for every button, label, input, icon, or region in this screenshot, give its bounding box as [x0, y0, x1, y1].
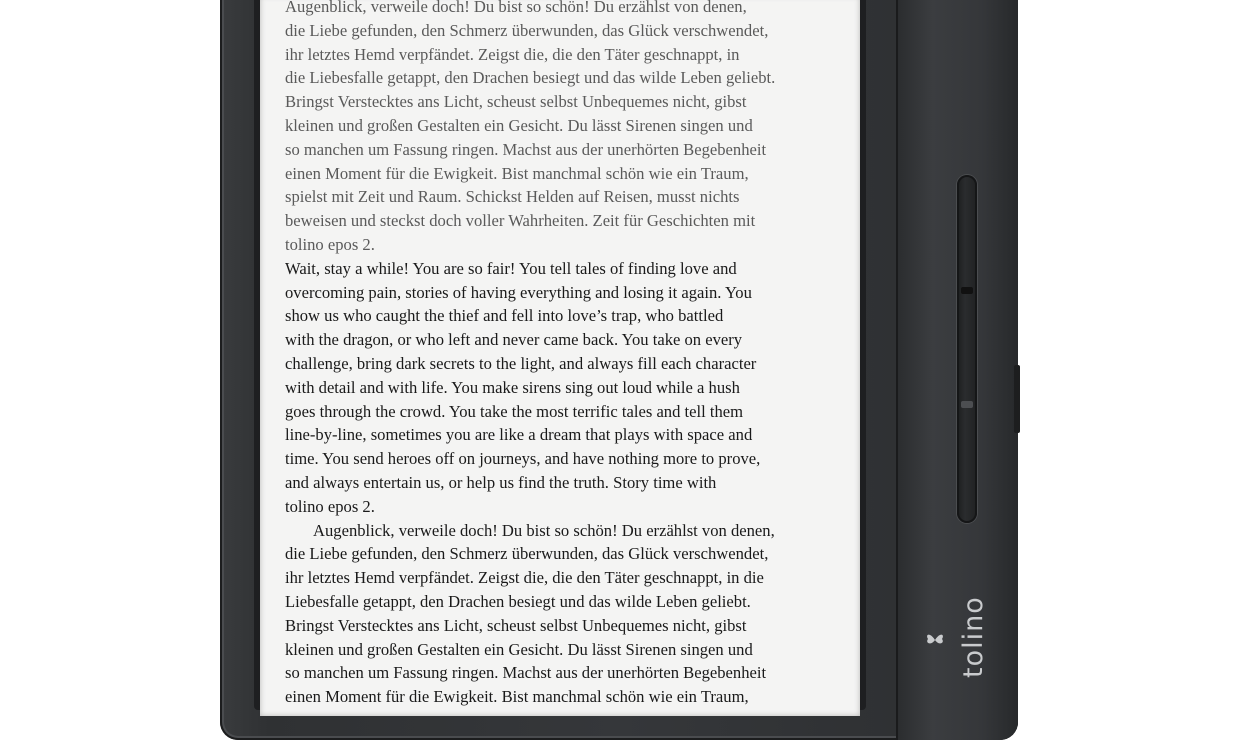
text-line: Augenblick, verweile doch! Du bist so schön! Du erzählst von denen, [313, 520, 775, 540]
text-line: einen Moment für die Ewigkeit. Bist manchmal schön wie ein Traum, [285, 163, 749, 183]
text-line: time. You send heroes off on journeys, and have nothing more to prove, [285, 449, 761, 469]
text-line: Bringst Verstecktes ans Licht, scheust selbst Unbequemes nicht, gibst [285, 92, 747, 112]
text-line: with detail and with life. You make sirens sing out loud while a hush [285, 377, 740, 397]
page-turn-button[interactable] [957, 175, 977, 523]
paragraph-en [285, 257, 845, 519]
text-line: Bringst Verstecktes ans Licht, scheust selbst Unbequemes nicht, gibst [285, 615, 747, 635]
paragraph-de-top [285, 0, 845, 257]
text-line: tolino epos 2. [285, 234, 375, 254]
page-text [285, 0, 845, 709]
paragraph-de-bottom [285, 519, 845, 709]
text-line: Augenblick, verweile doch! Du bist so schön! Du erzählst von denen, [285, 0, 747, 16]
brand-name: tolino [958, 596, 989, 678]
text-line: so manchen um Fassung ringen. Machst aus der unerhörten Begebenheit [285, 663, 767, 683]
text-line: die Liebe gefunden, den Schmerz überwunden, das Glück verschwendet, [285, 544, 769, 564]
text-line: overcoming pain, stories of having everything and losing it again. You [285, 282, 752, 302]
text-line: show us who caught the thief and fell into love’s trap, who battled [285, 306, 724, 326]
page-down-divider [961, 401, 973, 408]
text-line: Wait, stay a while! You are so fair! You tell tales of finding love and [285, 258, 737, 278]
text-line: spielst mit Zeit und Raum. Schickst Helden auf Reisen, musst nichts [285, 187, 740, 207]
eink-screen[interactable] [260, 0, 860, 716]
text-line: die Liebe gefunden, den Schmerz überwunden, das Glück verschwendet, [285, 20, 769, 40]
text-line: ihr letztes Hemd verpfändet. Zeigst die, die den Täter geschnappt, in [285, 44, 740, 64]
text-line: with the dragon, or who left and never came back. You take on every [285, 330, 743, 350]
text-line: kleinen und großen Gestalten ein Gesicht. Du lässt Sirenen singen und [285, 115, 753, 135]
panel-seam [896, 0, 898, 740]
text-line: Liebesfalle getappt, den Drachen besiegt und das wilde Leben geliebt. [285, 591, 751, 611]
text-line: and always entertain us, or help us find the truth. Story time with [285, 472, 717, 492]
text-line: einen Moment für die Ewigkeit. Bist manchmal schön wie ein Traum, [285, 687, 749, 707]
text-line: line-by-line, sometimes you are like a dream that plays with space and [285, 425, 753, 445]
text-line: die Liebesfalle getappt, den Drachen besiegt und das wilde Leben geliebt. [285, 68, 776, 88]
power-button[interactable] [1014, 365, 1020, 433]
brand-logo [920, 596, 989, 690]
text-line: beweisen und steckst doch voller Wahrheiten. Zeit für Geschichten mit [285, 211, 756, 231]
page-up-divider [961, 287, 973, 294]
text-line: tolino epos 2. [285, 496, 375, 516]
text-line: so manchen um Fassung ringen. Machst aus der unerhörten Begebenheit [285, 139, 767, 159]
text-line: kleinen und großen Gestalten ein Gesicht. Du lässt Sirenen singen und [285, 639, 753, 659]
text-line: goes through the crowd. You take the most terrific tales and tell them [285, 401, 744, 421]
text-line: ihr letztes Hemd verpfändet. Zeigst die, die den Täter geschnappt, in die [285, 568, 764, 588]
text-line: challenge, bring dark secrets to the light, and always fill each character [285, 353, 757, 373]
